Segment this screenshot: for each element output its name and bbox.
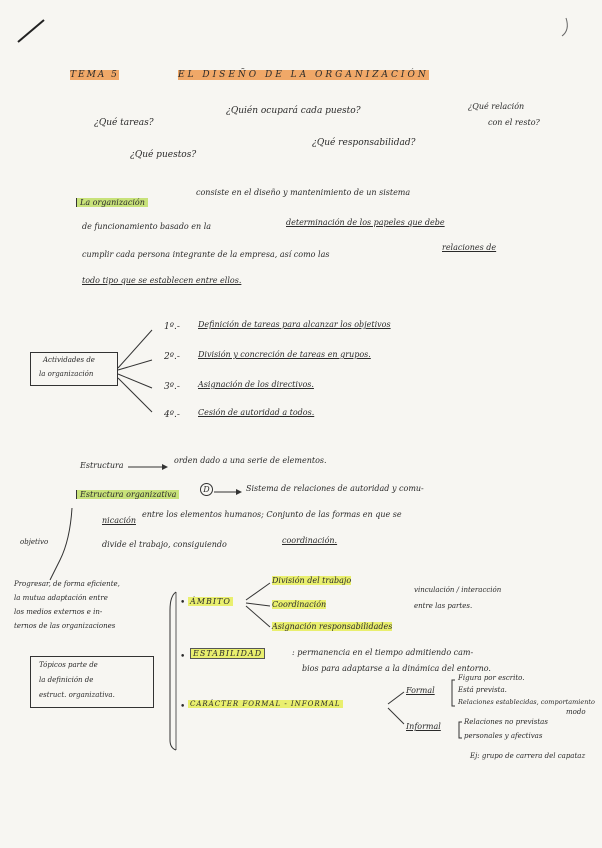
formal-item-2: Está prevista. [458,686,507,694]
estructura-def-line-2b: entre los elementos humanos; Conjunto de las formas en que se [142,510,402,519]
formal-item-3: Relaciones establecidas, comportamiento [458,698,595,706]
label-ambito: ÁMBITO [190,597,231,606]
definition-line-3a: cumplir cada persona integrante de la empresa, así como las [82,250,330,259]
side-objetivo: objetivo [20,538,49,546]
activity-num-4: 4º.- [164,410,180,420]
definition-line-2b: determinación de los papeles que debe [286,218,445,227]
activities-box [30,352,118,386]
caracter-formal: Formal [406,686,435,695]
question-puestos: ¿Qué puestos? [130,150,197,160]
question-responsabilidad: ¿Qué responsabilidad? [312,138,416,148]
question-relacion-2: con el resto? [488,118,540,127]
side-note-4: ternos de las organizaciones [14,622,116,630]
ambito-item-1: División del trabajo [272,576,352,585]
bullet-dot: • [180,652,186,662]
estructura-definition: orden dado a una serie de elementos. [174,456,327,465]
question-relacion-1: ¿Qué relación [468,102,525,111]
side-box-line-3: estruct. organizativa. [39,691,115,699]
caracter-example: Ej: grupo de carrera del capataz [470,752,586,760]
tema-label: TEMA 5 [70,70,119,80]
label-estabilidad: ESTABILIDAD [190,648,265,659]
side-box [30,656,154,708]
informal-item-1: Relaciones no previstas [464,718,548,726]
activities-box-label-2: la organización [39,370,94,378]
estabilidad-line-1: : permanencia en el tiempo admitiendo cam- [292,648,474,657]
estructura-word: Estructura [80,461,124,470]
ambito-right-2: entre las partes. [414,602,473,610]
ambito-right-1: vinculación / interacción [414,586,502,594]
term-organizacion: La organización [76,198,148,207]
question-tareas: ¿Qué tareas? [94,118,154,128]
side-note-2: la mutua adaptación entre [14,594,108,602]
definition-line-1: consiste en el diseño y mantenimiento de un sistema [196,188,411,197]
side-box-line-2: la definición de [39,676,94,684]
activity-text-3: Asignación de los directivos. [198,380,314,389]
side-note-1: Progresar, de forma eficiente, [14,580,120,588]
page-title: EL DISEÑO DE LA ORGANIZACIÓN [178,70,429,80]
formal-extra: modo [566,708,586,716]
activity-text-1: Definición de tareas para alcanzar los objetivos [198,320,391,329]
definition-line-4: todo tipo que se establecen entre ellos. [82,276,242,285]
informal-item-2: personales y afectivas [464,732,543,740]
estructura-def-line-1: Sistema de relaciones de autoridad y comu- [246,484,424,493]
estructura-def-line-2a: nicación [102,516,136,525]
definition-circle-badge: D [200,483,213,496]
ambito-item-2: Coordinación [272,600,327,609]
definition-line-2a: de funcionamiento basado en la [82,222,212,231]
activity-num-2: 2º.- [164,352,180,362]
side-note-3: los medios externos e in- [14,608,103,616]
activities-box-label-1: Actividades de [43,356,95,364]
activity-num-3: 3º.- [164,382,180,392]
estabilidad-line-2: bios para adaptarse a la dinámica del entorno. [302,664,491,673]
bullet-dot: • [180,598,186,608]
estructura-def-line-3a: divide el trabajo, consiguiendo [102,540,227,549]
formal-item-1: Figura por escrito. [458,674,525,682]
question-quien: ¿Quién ocupará cada puesto? [226,106,361,116]
ambito-item-3: Asignación responsabilidades [272,622,393,631]
definition-line-3b: relaciones de [442,243,497,252]
bullet-dot: • [180,702,186,712]
caracter-informal: Informal [406,722,441,731]
term-estructura-organizativa: Estructura organizativa [76,490,179,499]
label-caracter: CARÁCTER FORMAL - INFORMAL [190,700,341,708]
estructura-def-line-3b: coordinación. [282,536,338,545]
side-box-line-1: Tópicos parte de [39,661,98,669]
activity-text-2: División y concreción de tareas en grupos. [198,350,371,359]
activity-num-1: 1º.- [164,322,180,332]
activity-text-4: Cesión de autoridad a todos. [198,408,315,417]
